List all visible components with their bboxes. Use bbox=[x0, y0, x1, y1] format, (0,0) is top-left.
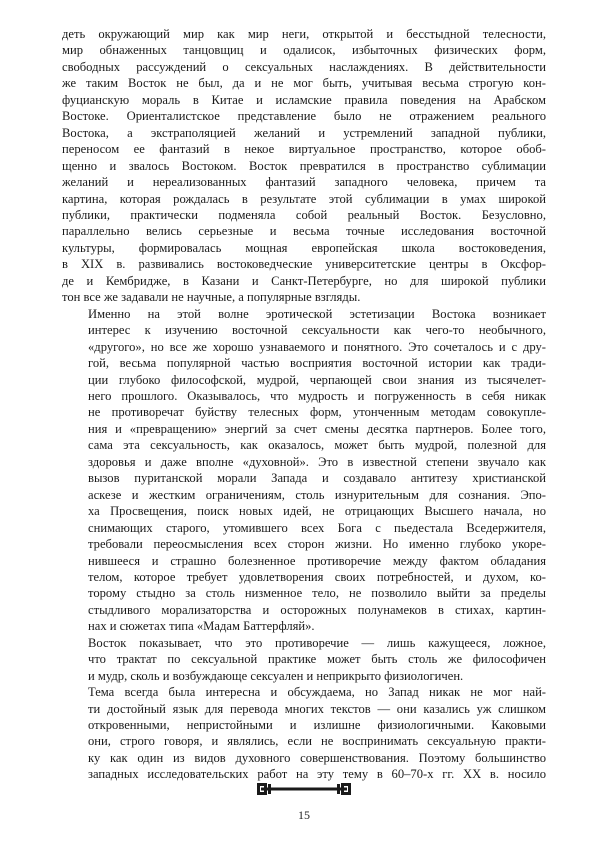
text-line: картина, которая рождалась в результате этой сублимации в умах широкой bbox=[62, 191, 546, 206]
text-line: тон все же задавали не научные, а популярные взгляды. bbox=[62, 290, 361, 305]
text-line: деть окружающий мир как мир неги, открытой и бесстыдной телесности, bbox=[62, 27, 546, 41]
bar-knot-ornament-icon bbox=[257, 782, 351, 796]
text-line: «другого», но все же хорошо узнаваемого и понятного. Это сочеталось и с дру- bbox=[88, 339, 546, 354]
text-line: что трактат по сексуальной практике может быть столь же философичен bbox=[88, 652, 546, 667]
text-line: требовали переосмысления всех сторон жизни. Но именно глубоко укоре- bbox=[88, 537, 546, 552]
body-text bbox=[62, 26, 546, 783]
paragraph bbox=[62, 635, 546, 684]
text-line: стыдливого морализаторства и осторожных полунамеков в стихах, картин- bbox=[88, 602, 546, 617]
text-line: и мудр, сколь и возбуждающе сексуален и неприкрыто физиологичен. bbox=[88, 668, 464, 683]
text-line: Тема всегда была интересна и обсуждаема, но Запад никак не мог най- bbox=[88, 685, 546, 700]
text-line: телом, которое требует удовлетворения своих потребностей, и духом, ко- bbox=[88, 569, 546, 584]
text-line: Именно на этой волне эротической эстетизации Востока возникает bbox=[88, 306, 546, 321]
text-line: аскезе и жестким ограничениям, столь изнурительным для сознания. Эпо- bbox=[88, 487, 546, 502]
text-line: Востоке. Ориенталистское представление было не отражением реального bbox=[62, 109, 546, 124]
text-line: снимающих старого, утомившего всех Бога с пьедестала Вседержителя, bbox=[88, 520, 546, 535]
text-line: желаний и нереализованных фантазий западного человека, причем та bbox=[62, 175, 546, 190]
paragraph bbox=[62, 306, 546, 635]
page-number: 15 bbox=[298, 808, 310, 822]
text-line: торому стыдно за столь низменное тело, не позволило выйти за пределы bbox=[88, 586, 546, 601]
text-line: публики, практически подменяла собой реальный Восток. Безусловно, bbox=[62, 207, 546, 222]
text-line: откровенными, непристойными и излишне физиологичными. Каковыми bbox=[88, 718, 546, 733]
text-line: нах и сюжетах типа «Мадам Баттерфляй». bbox=[88, 619, 315, 634]
text-line: мир обнаженных танцовщиц и одалисок, избыточных физических форм, bbox=[62, 43, 546, 58]
text-line: сама эта сексуальность, как оказалось, может быть мудрой, полезной для bbox=[88, 438, 546, 453]
text-line: щенно и звалось Востоком. Восток превратился в пространство сублимации bbox=[62, 158, 546, 173]
text-line: ния и «превращению» энергий за счет смены десятка партнеров. Более того, bbox=[88, 421, 546, 436]
text-line: вызов пуританской морали Запада и создавало антитезу христианской bbox=[88, 471, 546, 486]
text-line: параллельно велись серьезные и весьма точные исследования восточной bbox=[62, 224, 546, 239]
text-line: же таким Восток не был, да и не мог быть, учитывая весьма строгую кон- bbox=[62, 76, 546, 91]
text-line: ку как один из видов духовного совершенствования. Поэтому большинство bbox=[88, 750, 546, 765]
text-line: фуцианскую мораль в Китае и исламские правила поведения на Арабском bbox=[62, 92, 546, 107]
text-line: де и Кембридже, в Казани и Санкт-Петербурге, но для широкой публики bbox=[62, 273, 546, 288]
text-line: свободных рассуждений о сексуальных наслаждениях. В действительности bbox=[62, 59, 546, 74]
text-line: переносом ее фантазий в некое виртуальное пространство, которое обоб- bbox=[62, 142, 546, 157]
text-line: Восток показывает, что это противоречие — лишь кажущееся, ложное, bbox=[88, 635, 546, 650]
text-line: здоровья и даже вполне «духовной». Это в известной степени звучало как bbox=[88, 454, 546, 469]
text-line: ти достойный язык для перевода многих текстов — они казались уж слишком bbox=[88, 701, 546, 716]
text-line: Востока, а экстраполяцией желаний и устремлений западной публики, bbox=[62, 125, 546, 140]
text-line: интерес к изучению восточной сексуальности как чего-то необычного, bbox=[88, 323, 546, 338]
text-line: западных исследовательских работ на эту тему в 60–70-х гг. XX в. носило bbox=[88, 767, 546, 782]
text-line: культуры, формировалась мощная европейская школа востоковедения, bbox=[62, 240, 546, 255]
text-line: в XIX в. развивались востоковедческие университетские центры в Оксфор- bbox=[62, 257, 546, 272]
text-line: гой, весьма популярной частью восприятия восточной истории как тради- bbox=[88, 356, 546, 371]
paragraph bbox=[62, 684, 546, 783]
text-line: нившееся и страшно болезненное противоречие между фактом обладания bbox=[88, 553, 546, 568]
paragraph bbox=[62, 26, 546, 306]
text-line: него прошлого. Оказывалось, что мудрость и погруженность в себя никак bbox=[88, 388, 546, 403]
text-line: они, строго говоря, и являлись, если не воспринимать сексуальную практи- bbox=[88, 734, 546, 749]
text-line: ции глубоко философской, мудрой, черпающей свои знания из тысячелет- bbox=[88, 372, 546, 387]
text-line: ха Просвещения, поиск новых идей, не отрицающих Высшего начала, но bbox=[88, 504, 546, 519]
text-line: не противоречат буйству телесных форм, утонченным методам совокупле- bbox=[88, 405, 546, 420]
